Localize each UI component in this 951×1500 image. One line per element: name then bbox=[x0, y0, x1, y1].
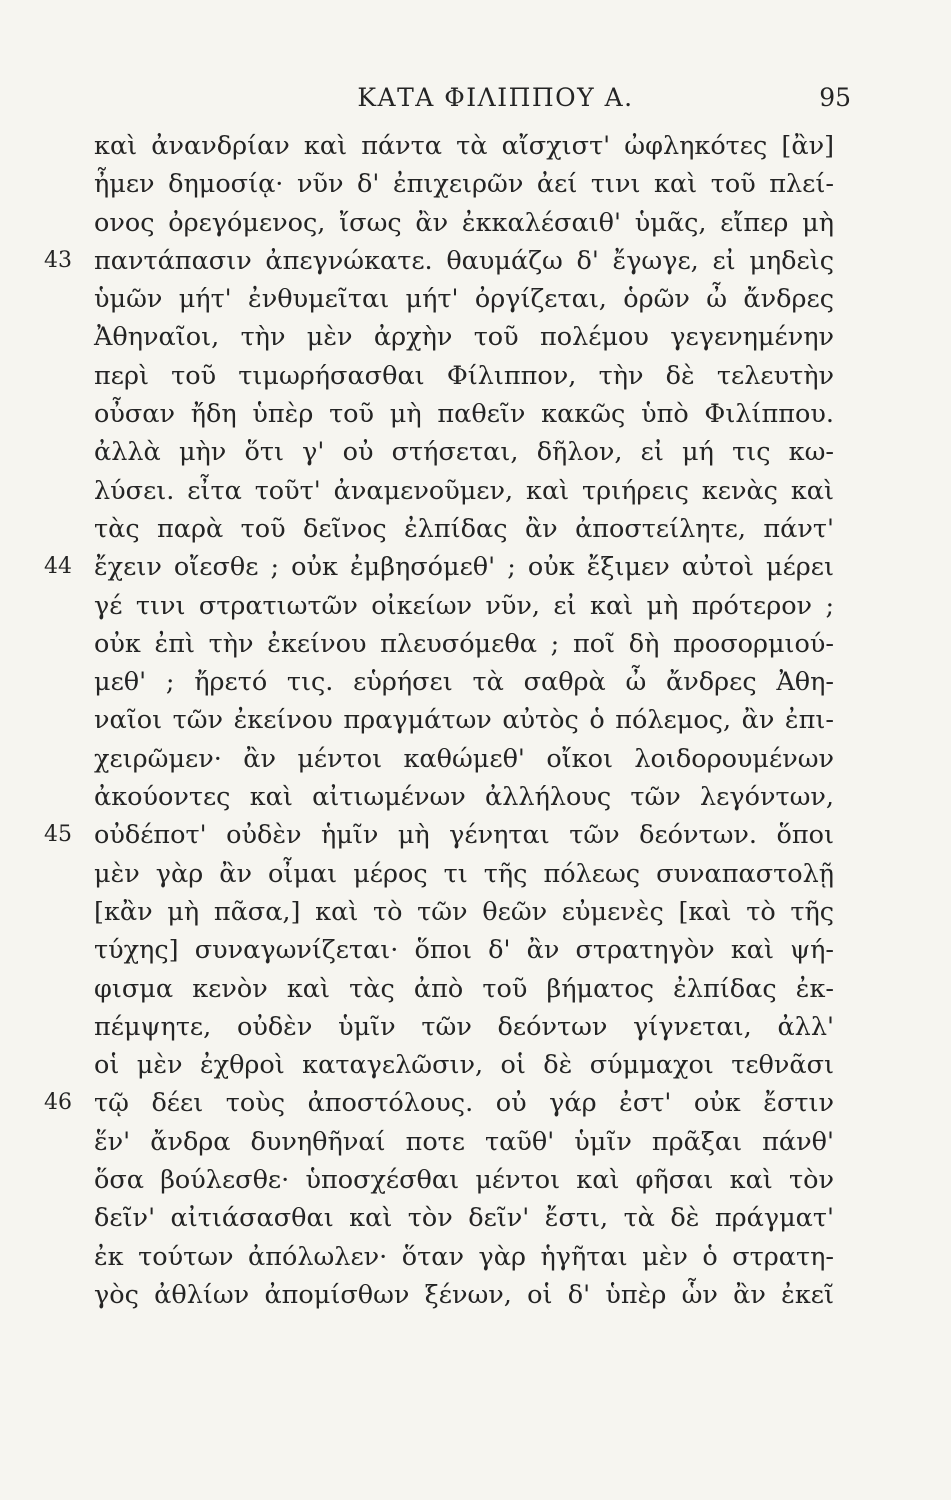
line-text: παντάπασιν ἀπεγνώκατε. θαυμάζω δ' ἔγωγε, εἰ μηδεὶς bbox=[94, 245, 835, 276]
text-line bbox=[94, 1161, 834, 1199]
line-text: οὐδέποτ' οὐδὲν ἡμῖν μὴ γένηται τῶν δεόντων. ὅποι bbox=[94, 820, 834, 851]
text-line bbox=[94, 127, 834, 165]
running-title: ΚΑΤΑ ΦΙΛΙΠΠΟΥ Α. bbox=[357, 83, 634, 112]
line-text: περὶ τοῦ τιμωρήσασθαι Φίλιππον, τὴν δὲ τελευτὴν bbox=[94, 360, 834, 391]
line-text: ναῖοι τῶν ἐκείνου πραγμάτων αὐτὸς ὁ πόλεμος, ἂν ἐπι- bbox=[94, 705, 834, 736]
line-text: καὶ ἀνανδρίαν καὶ πάντα τὰ αἴσχιστ' ὠφληκότες [ἂν] bbox=[94, 131, 835, 161]
line-text: Ἀθηναῖοι, τὴν μὲν ἀρχὴν τοῦ πολέμου γεγενημένην bbox=[94, 322, 834, 353]
line-text: χειρῶμεν· ἂν μέντοι καθώμεθ' οἴκοι λοιδορουμένων bbox=[94, 743, 835, 774]
text-body bbox=[44, 127, 835, 1314]
text-line bbox=[94, 855, 834, 893]
line-text: ἕν' ἄνδρα δυνηθῆναί ποτε ταῦθ' ὑμῖν πρᾶξαι πάνθ' bbox=[94, 1126, 834, 1157]
text-line bbox=[94, 1046, 834, 1084]
text-line bbox=[94, 893, 834, 931]
text-line bbox=[94, 663, 834, 701]
text-line bbox=[94, 204, 834, 242]
section-number: 44 bbox=[44, 554, 72, 580]
text-line bbox=[94, 1199, 834, 1237]
line-text: πέμψητε, οὐδὲν ὑμῖν τῶν δεόντων γίγνεται, ἀλλ' bbox=[94, 1011, 835, 1042]
text-line bbox=[94, 318, 834, 356]
line-text: τὰς παρὰ τοῦ δεῖνος ἐλπίδας ἂν ἀποστείλητε, πάντ' bbox=[94, 513, 834, 544]
text-line bbox=[94, 1008, 834, 1046]
line-text: ἀκούοντες καὶ αἰτιωμένων ἀλλήλους τῶν λεγόντων, bbox=[94, 782, 834, 813]
text-line bbox=[94, 1276, 834, 1314]
text-line bbox=[94, 701, 834, 739]
line-text: ονος ὀρεγόμενος, ἴσως ἂν ἐκκαλέσαιθ' ὑμᾶς, εἴπερ μὴ bbox=[94, 207, 834, 238]
text-line bbox=[44, 1084, 834, 1122]
line-text: γὸς ἀθλίων ἀπομίσθων ξένων, οἱ δ' ὑπὲρ ὧν ἂν ἐκεῖ bbox=[94, 1279, 834, 1310]
line-text: [κἂν μὴ πᾶσα,] καὶ τὸ τῶν θεῶν εὐμενὲς [καὶ τὸ τῆς bbox=[94, 896, 835, 927]
line-text: οἱ μὲν ἐχθροὶ καταγελῶσιν, οἱ δὲ σύμμαχοι τεθνᾶσι bbox=[94, 1050, 835, 1081]
line-text: τῷ δέει τοὺς ἀποστόλους. οὐ γάρ ἐστ' οὐκ ἔστιν bbox=[94, 1088, 834, 1119]
page-number: 95 bbox=[819, 83, 851, 112]
text-line bbox=[94, 280, 834, 318]
line-text: ἐκ τούτων ἀπόλωλεν· ὅταν γὰρ ἡγῆται μὲν ὁ στρατη- bbox=[94, 1241, 834, 1272]
text-line bbox=[94, 740, 834, 778]
line-text: ἀλλὰ μὴν ὅτι γ' οὐ στήσεται, δῆλον, εἰ μή τις κω- bbox=[94, 437, 835, 468]
line-text: λύσει. εἶτα τοῦτ' ἀναμενοῦμεν, καὶ τριήρεις κενὰς καὶ bbox=[94, 475, 834, 506]
section-number: 43 bbox=[44, 247, 72, 273]
text-line bbox=[94, 625, 834, 663]
line-text: δεῖν' αἰτιάσασθαι καὶ τὸν δεῖν' ἔστι, τὰ δὲ πράγματ' bbox=[94, 1203, 835, 1234]
text-line bbox=[44, 242, 835, 280]
line-text: μὲν γὰρ ἂν οἶμαι μέρος τι τῆς πόλεως συναπαστολῇ bbox=[94, 858, 835, 889]
section-number: 45 bbox=[44, 822, 72, 848]
line-text: τύχης] συναγωνίζεται· ὅποι δ' ἂν στρατηγὸν καὶ ψή- bbox=[94, 935, 835, 966]
line-text: οὐκ ἐπὶ τὴν ἐκείνου πλευσόμεθα ; ποῖ δὴ προσορμιού- bbox=[94, 628, 835, 659]
text-line bbox=[94, 510, 834, 548]
text-line bbox=[94, 970, 834, 1008]
text-line bbox=[94, 433, 834, 471]
text-line bbox=[94, 165, 834, 203]
line-text: γέ τινι στρατιωτῶν οἰκείων νῦν, εἰ καὶ μὴ πρότερον ; bbox=[94, 590, 835, 621]
line-text: ἔχειν οἴεσθε ; οὐκ ἐμβησόμεθ' ; οὐκ ἔξιμεν αὐτοὶ μέρει bbox=[94, 552, 834, 583]
line-text: μεθ' ; ἤρετό τις. εὑρήσει τὰ σαθρὰ ὦ ἄνδρες Ἀθη- bbox=[94, 667, 835, 698]
text-line bbox=[44, 816, 834, 854]
text-line bbox=[94, 587, 834, 625]
text-line bbox=[94, 1123, 834, 1161]
line-text: ἦμεν δημοσίᾳ· νῦν δ' ἐπιχειρῶν ἀεί τινι καὶ τοῦ πλεί- bbox=[94, 169, 835, 200]
line-text: οὖσαν ἤδη ὑπὲρ τοῦ μὴ παθεῖν κακῶς ὑπὸ Φιλίππου. bbox=[94, 399, 834, 430]
text-line bbox=[94, 395, 834, 433]
text-line bbox=[94, 1238, 834, 1276]
line-text: ὑμῶν μήτ' ἐνθυμεῖται μήτ' ὀργίζεται, ὁρῶν ὦ ἄνδρες bbox=[94, 284, 834, 315]
line-text: φισμα κενὸν καὶ τὰς ἀπὸ τοῦ βήματος ἐλπίδας ἐκ- bbox=[94, 973, 835, 1004]
text-line bbox=[94, 931, 834, 969]
section-number: 46 bbox=[44, 1090, 72, 1116]
line-text: ὅσα βούλεσθε· ὑποσχέσθαι μέντοι καὶ φῆσαι καὶ τὸν bbox=[94, 1165, 834, 1196]
text-line bbox=[94, 778, 834, 816]
text-line bbox=[94, 472, 834, 510]
text-line bbox=[44, 548, 834, 586]
running-head bbox=[0, 78, 951, 118]
text-line bbox=[94, 357, 834, 395]
